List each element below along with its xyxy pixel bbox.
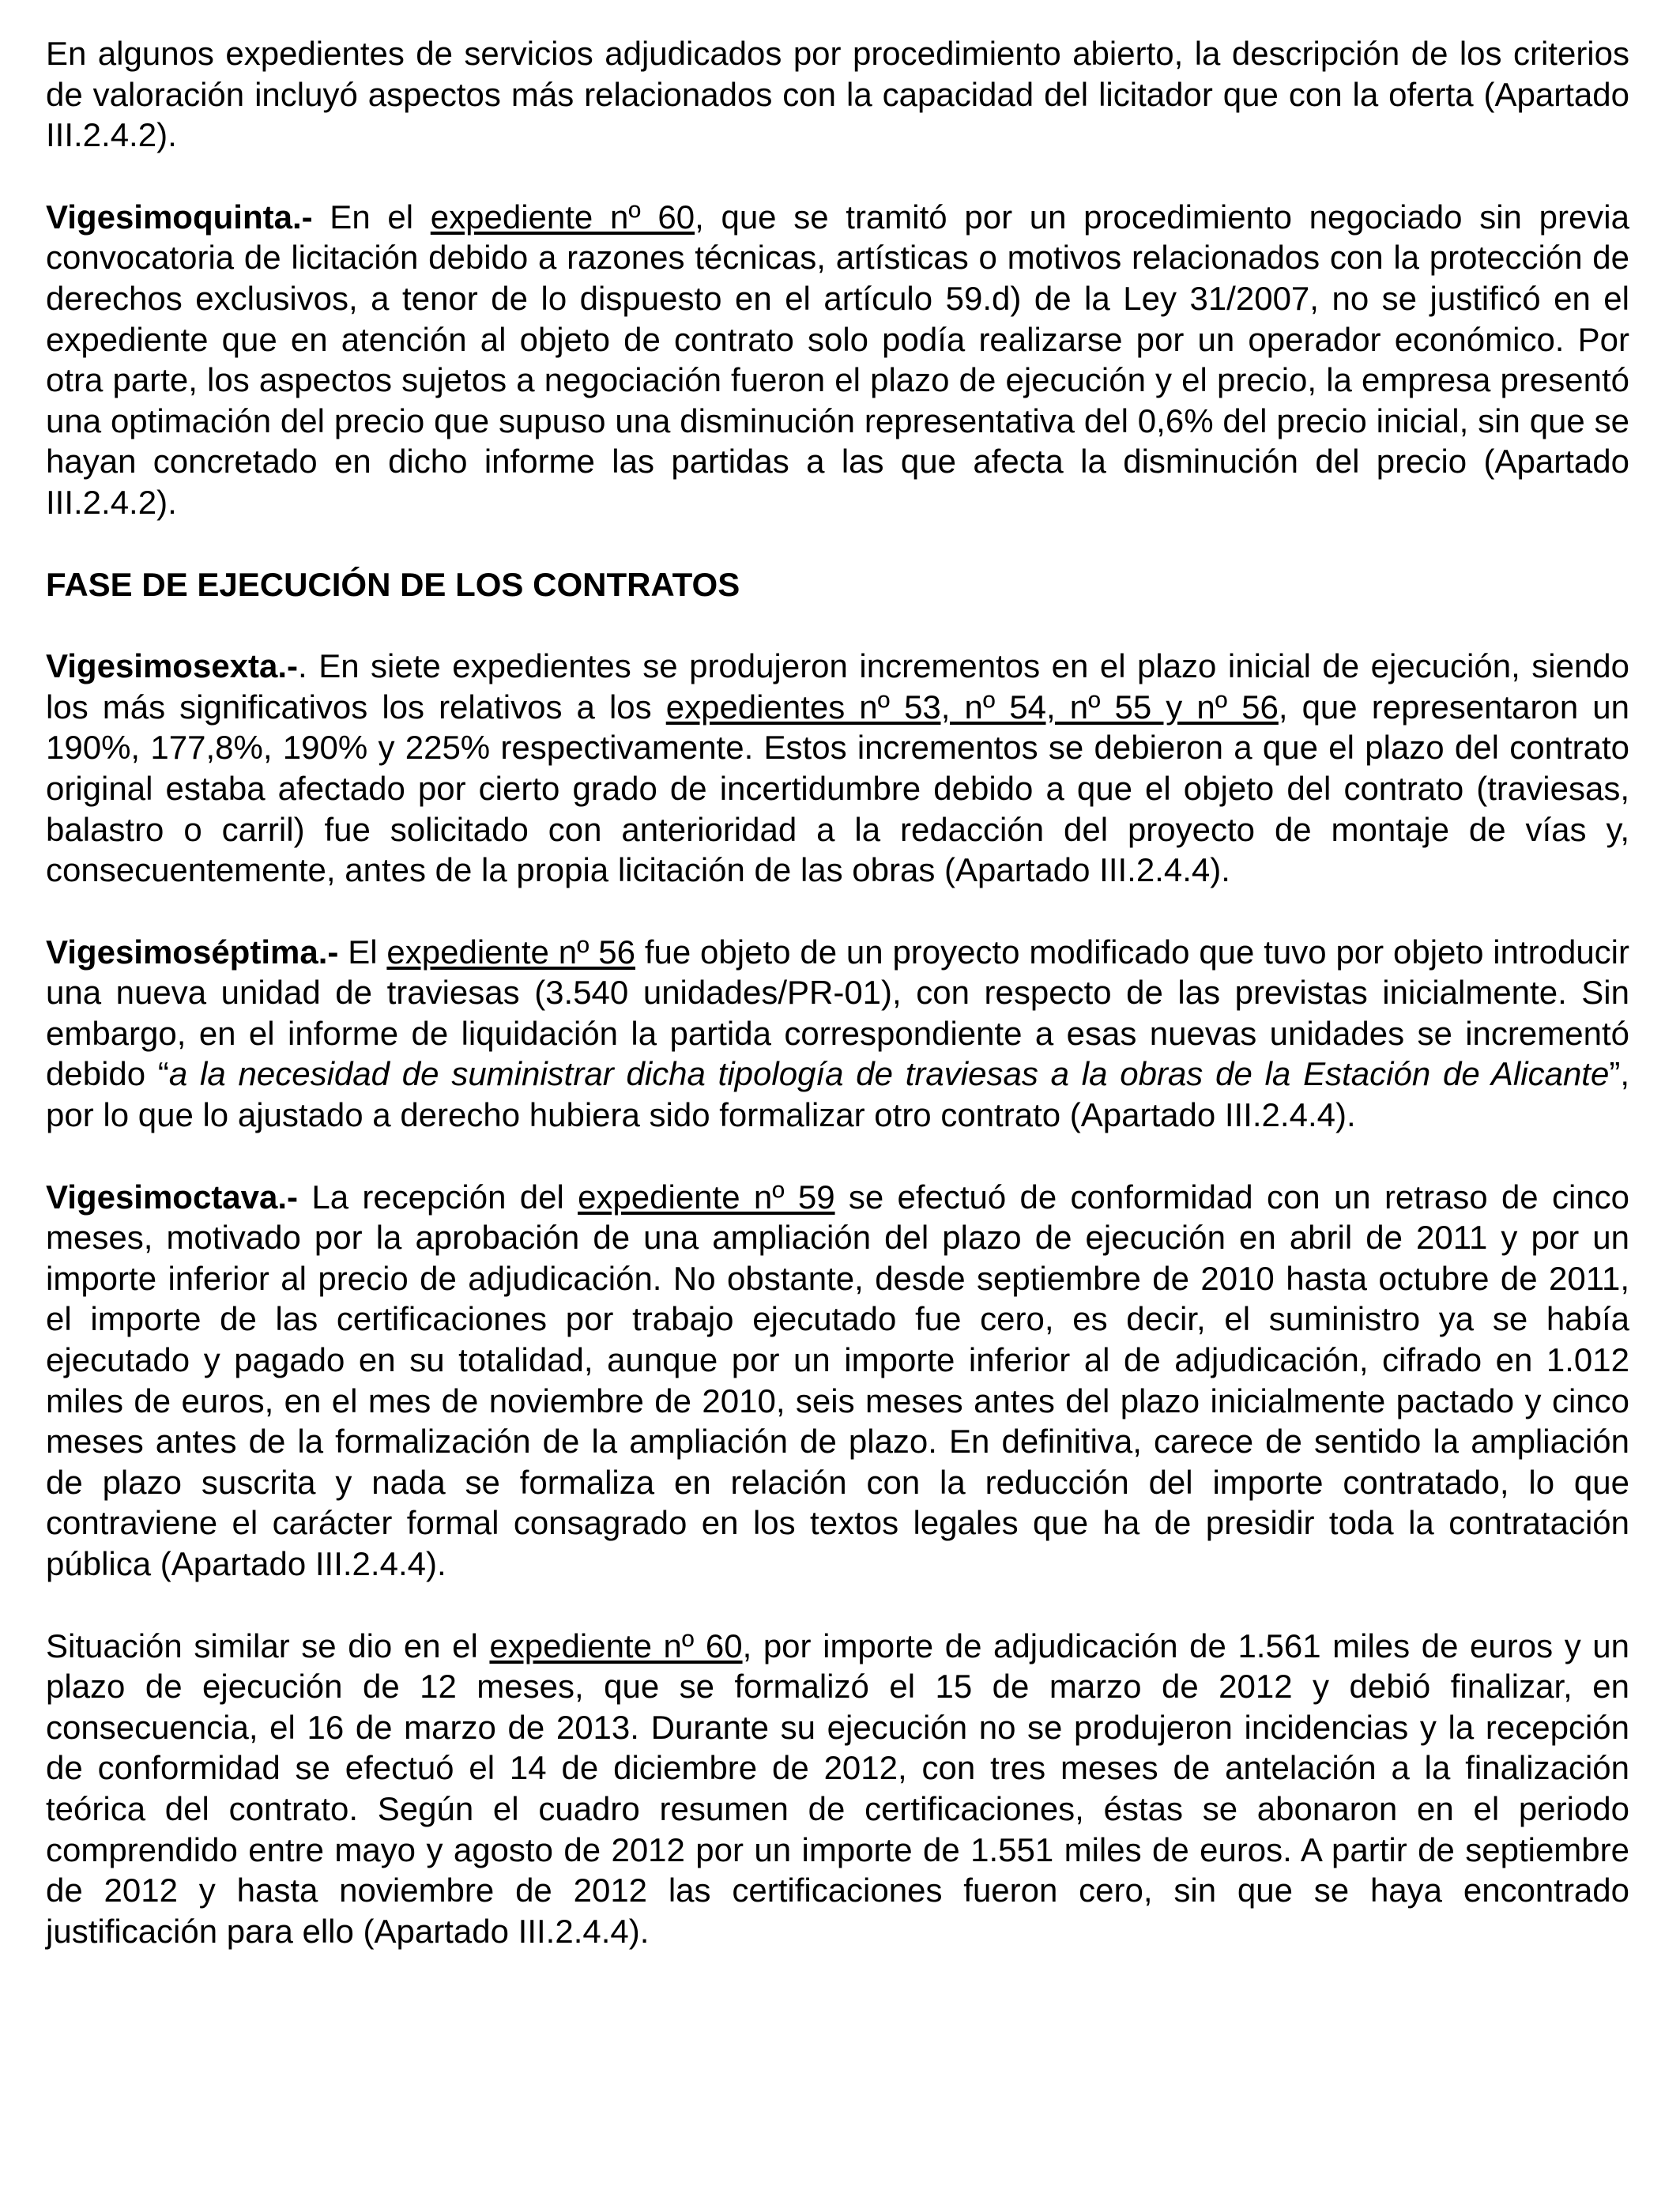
conclusion-label: Vigesimoquinta.- xyxy=(46,198,313,236)
expediente-reference: expediente nº 59 xyxy=(578,1178,835,1216)
paragraph-text: En el xyxy=(312,198,431,236)
paragraph-text: Situación similar se dio en el xyxy=(46,1627,490,1664)
conclusion-label: Vigesimosexta.- xyxy=(46,647,299,685)
paragraph-text: . En siete expedientes se produjeron incrementos en el plazo inicial de ejecución, siendo los más significativos los relativos a los xyxy=(46,647,1629,726)
paragraph-situacion-similar xyxy=(46,1626,1629,1952)
expediente-reference: expedientes nº 53, nº 54, nº 55 y nº 56 xyxy=(665,688,1279,726)
paragraph-vigesimoctava xyxy=(46,1177,1629,1585)
paragraph-vigesimosexta xyxy=(46,646,1629,891)
paragraph-text: El xyxy=(338,933,387,971)
expediente-reference: expediente nº 56 xyxy=(386,933,635,971)
paragraph-text: , que se tramitó por un procedimiento negociado sin previa convocatoria de licitación debido a razones técnicas, artísticas o motivos relacionados con la protección de derechos exclusivos, a tenor de lo dispuesto en el artículo 59.d) de la Ley 31/2007, no se justificó en el expediente que en atención al objeto de contrato solo podía realizarse por un operador económico. Por otra parte, los aspectos sujetos a negociación fueron el plazo de ejecución y el precio, la empresa presentó una optimación del precio que supuso una disminución representativa del 0,6% del precio inicial, sin que se hayan concretado en dicho informe las partidas a las que afecta la disminución del precio (Apartado III.2.4.2). xyxy=(46,198,1629,521)
document-page xyxy=(46,33,1629,1992)
quoted-text: a la necesidad de suministrar dicha tipología de traviesas a la obras de la Estación de Alicante xyxy=(168,1055,1610,1093)
paragraph-text: En algunos expedientes de servicios adjudicados por procedimiento abierto, la descripción de los criterios de valoración incluyó aspectos más relacionados con la capacidad del licitador que con la oferta (Apartado III.2.4.2). xyxy=(46,35,1629,154)
conclusion-label: Vigesimoséptima.- xyxy=(46,933,339,971)
section-heading: FASE DE EJECUCIÓN DE LOS CONTRATOS xyxy=(46,565,740,603)
conclusion-label: Vigesimoctava.- xyxy=(46,1178,299,1216)
paragraph-text: fue objeto de un proyecto modificado que tuvo por objeto introducir una nueva unidad de traviesas (3.540 unidades/PR-01), con respecto de las previstas inicialmente. Sin embargo, en el informe de liquidación la partida correspondiente a esas nuevas unidades se incrementó debido “ xyxy=(46,933,1630,1093)
paragraph-criterios-valoracion xyxy=(46,33,1629,156)
expediente-reference: expediente nº 60 xyxy=(430,198,695,236)
paragraph-text: , que representaron un 190%, 177,8%, 190% y 225% respectivamente. Estos incrementos se debieron a que el plazo del contrato original estaba afectado por cierto grado de incertidumbre debido a que el objeto del contrato (traviesas, balastro o carril) fue solicitado con anterioridad a la redacción del proyecto de montaje de vías y, consecuentemente, antes de la propia licitación de las obras (Apartado III.2.4.4). xyxy=(46,688,1629,889)
paragraph-text: ”, por lo que lo ajustado a derecho hubiera sido formalizar otro contrato (Apartado III.2.4.4). xyxy=(46,1055,1629,1134)
paragraph-text: La recepción del xyxy=(298,1178,578,1216)
paragraph-text: , por importe de adjudicación de 1.561 miles de euros y un plazo de ejecución de 12 meses, que se formalizó el 15 de marzo de 2012 y debió finalizar, en consecuencia, el 16 de marzo de 2013. Durante su ejecución no se produjeron incidencias y la recepción de conformidad se efectuó el 14 de diciembre de 2012, con tres meses de antelación a la finalización teórica del contrato. Según el cuadro resumen de certificaciones, éstas se abonaron en el periodo comprendido entre mayo y agosto de 2012 por un importe de 1.551 miles de euros. A partir de septiembre de 2012 y hasta noviembre de 2012 las certificaciones fueron cero, sin que se haya encontrado justificación para ello (Apartado III.2.4.4). xyxy=(46,1627,1629,1950)
expediente-reference: expediente nº 60 xyxy=(489,1627,743,1664)
paragraph-text: se efectuó de conformidad con un retraso de cinco meses, motivado por la aprobación de una ampliación del plazo de ejecución en abril de 2011 y por un importe inferior al precio de adjudicación. No obstante, desde septiembre de 2010 hasta octubre de 2011, el importe de las certificaciones por trabajo ejecutado fue cero, es decir, el suministro ya se había ejecutado y pagado en su totalidad, aunque por un importe inferior al de adjudicación, cifrado en 1.012 miles de euros, en el mes de noviembre de 2010, seis meses antes del plazo inicialmente pactado y cinco meses antes de la formalización de la ampliación de plazo. En definitiva, carece de sentido la ampliación de plazo suscrita y nada se formaliza en relación con la reducción del importe contratado, lo que contraviene el carácter formal consagrado en los textos legales que ha de presidir toda la contratación pública (Apartado III.2.4.4). xyxy=(46,1178,1629,1582)
paragraph-vigesimoquinta xyxy=(46,197,1629,523)
paragraph-vigesimoseptima xyxy=(46,932,1629,1136)
